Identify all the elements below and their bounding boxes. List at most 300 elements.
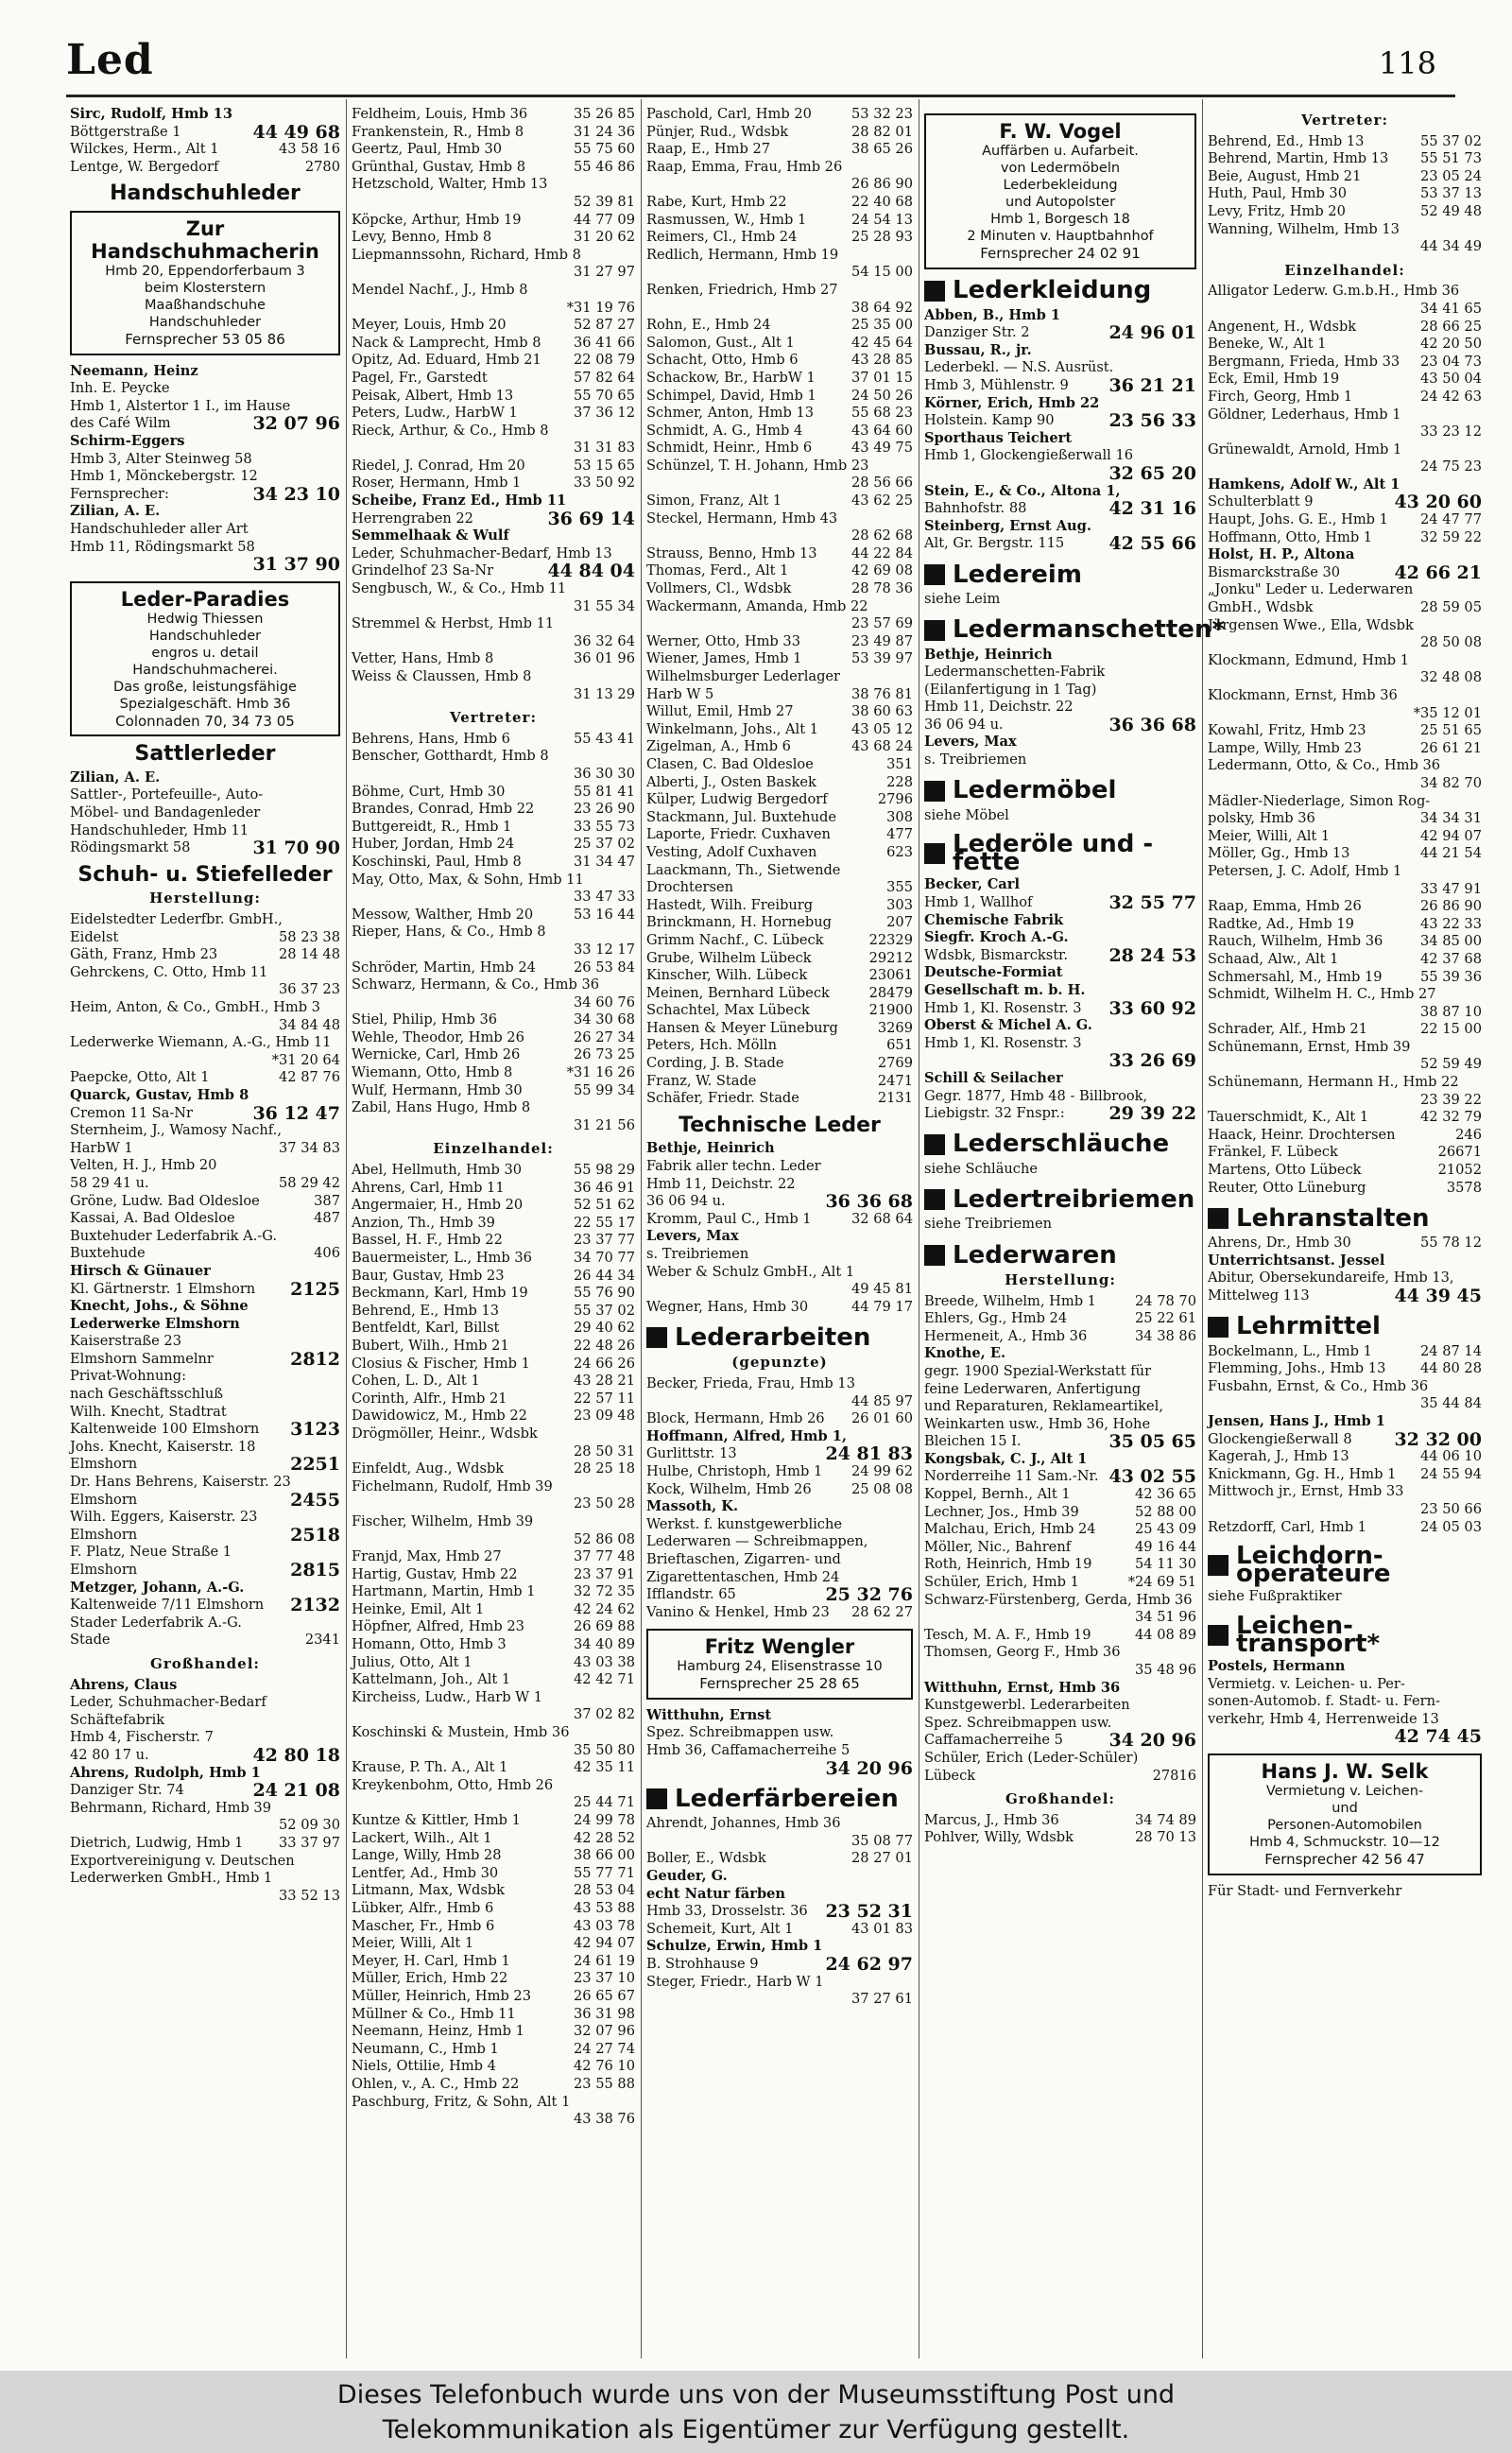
entry-phone: 31 34 47 — [574, 853, 635, 870]
entry-phone: 44 34 49 — [1420, 238, 1482, 255]
entry-name: Köpcke, Arthur, Hmb 19 — [352, 211, 522, 228]
entry-name: Hartmann, Martin, Hmb 1 — [352, 1583, 536, 1600]
entry-name: Fichelmann, Rudolf, Hmb 39 — [352, 1477, 553, 1494]
entry-phone: 42 42 71 — [574, 1671, 635, 1688]
entry-name: Block, Hermann, Hmb 26 — [646, 1410, 825, 1427]
column-4 — [924, 106, 1226, 2370]
entry-name: Wilckes, Herm., Alt 1 — [70, 141, 219, 158]
directory-entry — [70, 483, 340, 505]
directory-entry — [646, 809, 913, 827]
entry-name: Hartig, Gustav, Hmb 22 — [352, 1565, 518, 1582]
entry-name: Für Stadt- und Fernverkehr — [1208, 1882, 1402, 1899]
entry-phone: 55 68 23 — [851, 405, 913, 422]
directory-entry — [352, 1303, 635, 1321]
entry-name: Levy, Fritz, Hmb 20 — [1208, 202, 1346, 219]
entry-name: Riedel, J. Conrad, Hm 20 — [352, 457, 525, 474]
directory-entry — [1208, 1162, 1482, 1180]
directory-entry — [352, 2023, 635, 2041]
entry-phone: 25 22 61 — [1135, 1310, 1196, 1327]
entry-phone: 52 39 81 — [574, 193, 635, 210]
entry-phone: 34 30 68 — [574, 1011, 635, 1028]
entry-name: Meier, Willi, Alt 1 — [352, 1935, 474, 1952]
entry-name: Sengbusch, W., & Co., Hmb 11 — [352, 580, 567, 597]
directory-entry — [646, 1833, 913, 1851]
entry-name: Benscher, Gotthardt, Hmb 8 — [352, 748, 549, 765]
section-heading-text: Leichen-transport* — [1236, 1611, 1381, 1658]
entry-phone: 44 79 17 — [851, 1298, 913, 1315]
directory-entry — [924, 912, 1196, 930]
directory-entry — [924, 1433, 1196, 1451]
entry-name: Scheibe, Franz Ed., Hmb 11 — [352, 492, 567, 510]
entry-phone: *24 69 51 — [1127, 1574, 1196, 1591]
entry-name: Drögmöller, Heinr., Wdsbk — [352, 1425, 538, 1442]
entry-name: Mittelweg 113 — [1208, 1287, 1310, 1304]
entry-phone: 49 16 44 — [1135, 1538, 1196, 1555]
entry-phone: 34 74 89 — [1135, 1811, 1196, 1828]
entry-name: Brinckmann, H. Hornebug — [646, 914, 833, 931]
entry-name: F. Platz, Neue Straße 1 — [70, 1544, 232, 1561]
entry-phone: 43 01 83 — [851, 1920, 913, 1937]
directory-entry — [352, 1320, 635, 1338]
ad-title: Handschuhmacherin — [91, 239, 319, 263]
entry-phone: 53 15 65 — [574, 457, 635, 474]
directory-entry — [352, 872, 635, 890]
entry-phone: 25 43 09 — [1135, 1521, 1196, 1538]
directory-entry — [646, 1551, 913, 1569]
entry-name: Meyer, Louis, Hmb 20 — [352, 317, 507, 334]
entry-phone: 303 — [886, 896, 913, 913]
directory-entry — [924, 944, 1196, 966]
entry-name: Ehlers, Gg., Hmb 24 — [924, 1310, 1068, 1327]
entry-phone: 3123 — [290, 1419, 340, 1441]
entry-name: Bleichen 15 I. — [924, 1433, 1022, 1450]
directory-entry — [646, 1586, 913, 1604]
entry-phone: 24 21 08 — [252, 1780, 340, 1802]
directory-entry — [352, 1918, 635, 1936]
entry-phone: 55 99 34 — [574, 1081, 635, 1098]
entry-phone: 34 70 77 — [574, 1250, 635, 1266]
directory-entry — [352, 1988, 635, 2006]
entry-name: Cremon 11 Sa-Nr — [70, 1104, 194, 1121]
entry-phone: 3578 — [1446, 1179, 1482, 1196]
directory-entry — [646, 1533, 913, 1551]
directory-entry — [352, 1830, 635, 1848]
directory-entry — [352, 492, 635, 510]
entry-phone: 22 48 26 — [574, 1337, 635, 1354]
entry-name: Raap, E., Hmb 27 — [646, 141, 771, 158]
directory-entry — [1208, 1056, 1482, 1074]
entry-name: Harb W 5 — [646, 685, 714, 702]
entry-phone: 31 55 34 — [574, 597, 635, 614]
directory-entry — [924, 1052, 1196, 1070]
entry-name: Schwarz, Hermann, & Co., Hmb 36 — [352, 976, 600, 993]
entry-name: Thomsen, Georg F., Hmb 36 — [924, 1644, 1121, 1661]
entry-phone: 44 49 68 — [252, 121, 340, 143]
entry-name: Salomon, Gust., Alt 1 — [646, 334, 795, 351]
directory-entry — [70, 786, 340, 804]
section-heading-text: Lehranstalten — [1236, 1203, 1430, 1233]
directory-entry — [1208, 458, 1482, 476]
entry-name: Gegr. 1877, Hmb 48 - Billbrook, — [924, 1087, 1148, 1104]
entry-name: Stackmann, Jul. Buxtehude — [646, 808, 837, 825]
entry-phone: 23 50 28 — [574, 1495, 635, 1512]
entry-name: Stein, E., & Co., Altona 1, — [924, 482, 1121, 499]
entry-phone: 44 39 45 — [1394, 1286, 1482, 1306]
entry-phone: 22 57 11 — [574, 1390, 635, 1407]
directory-entry — [70, 1087, 340, 1105]
entry-name: Abitur, Obersekundareife, Hmb 13, — [1208, 1270, 1454, 1287]
directory-entry — [646, 1393, 913, 1411]
entry-phone: 38 76 81 — [851, 685, 913, 702]
entry-name: Gehrckens, C. Otto, Hmb 11 — [70, 963, 268, 980]
entry-name: Renken, Friedrich, Hmb 27 — [646, 281, 838, 298]
directory-entry — [352, 1117, 635, 1135]
directory-entry — [1208, 634, 1482, 652]
entry-name: Wilhelmsburger Lederlager — [646, 668, 841, 684]
entry-phone: 34 51 96 — [1135, 1609, 1196, 1626]
directory-entry — [1208, 371, 1482, 389]
entry-phone: 2251 — [290, 1454, 340, 1476]
section-heading-text: Lederschläuche — [953, 1130, 1170, 1159]
entry-name: Angermaier, H., Hmb 20 — [352, 1197, 524, 1214]
section-heading-text: Ledertreibriemen — [953, 1185, 1195, 1215]
entry-name: Danziger Str. 74 — [70, 1782, 184, 1799]
entry-name: Raap, Emma, Hmb 26 — [1208, 898, 1362, 915]
entry-phone: 55 78 12 — [1420, 1235, 1482, 1252]
directory-entry — [352, 1618, 635, 1636]
directory-entry — [352, 1064, 635, 1082]
entry-name: Johs. Knecht, Kaiserstr. 18 — [70, 1438, 256, 1455]
entry-phone: 52 88 00 — [1135, 1503, 1196, 1520]
directory-entry — [646, 1073, 913, 1091]
entry-phone: 36 32 64 — [574, 632, 635, 649]
section-bullet-icon — [924, 564, 945, 585]
entry-phone: 26 73 25 — [574, 1046, 635, 1063]
entry-name: Hermeneit, A., Hmb 36 — [924, 1327, 1088, 1344]
entry-name: gegr. 1900 Spezial-Werkstatt für — [924, 1362, 1152, 1379]
entry-phone: 55 46 86 — [574, 158, 635, 175]
directory-entry — [646, 862, 913, 880]
directory-entry — [1208, 969, 1482, 987]
directory-entry — [646, 1246, 913, 1264]
entry-name: Witthuhn, Ernst, Hmb 36 — [924, 1679, 1121, 1696]
directory-entry — [924, 324, 1196, 342]
directory-entry — [1208, 1092, 1482, 1110]
entry-phone: 2125 — [290, 1278, 340, 1300]
directory-entry — [352, 1865, 635, 1883]
entry-phone: 37 01 15 — [851, 369, 913, 386]
directory-entry — [646, 510, 913, 528]
directory-entry — [1208, 185, 1482, 203]
entry-phone: 28 56 66 — [851, 475, 913, 492]
directory-entry — [70, 1069, 340, 1087]
directory-entry — [352, 686, 635, 704]
directory-entry — [646, 826, 913, 844]
directory-entry — [352, 1082, 635, 1100]
directory-entry — [352, 247, 635, 265]
entry-name: Hmb 33, Drosselstr. 36 — [646, 1903, 808, 1920]
directory-entry — [352, 1029, 635, 1047]
entry-phone: 44 80 28 — [1420, 1360, 1482, 1377]
directory-entry — [352, 423, 635, 441]
directory-entry — [352, 1654, 635, 1672]
directory-entry — [924, 1293, 1196, 1311]
entry-name: Julius, Otto, Alt 1 — [352, 1653, 472, 1670]
entry-name: Hirsch & Günauer — [70, 1262, 211, 1279]
directory-entry — [1208, 238, 1482, 256]
entry-phone: 33 12 17 — [574, 941, 635, 958]
directory-entry — [646, 1410, 913, 1428]
entry-name: Beneke, W., Alt 1 — [1208, 336, 1327, 353]
directory-entry — [646, 703, 913, 721]
directory-entry — [352, 141, 635, 159]
entry-phone: 36 37 23 — [279, 981, 340, 998]
entry-name: Böhme, Curt, Hmb 30 — [352, 783, 506, 800]
directory-entry — [924, 964, 1196, 982]
ad-line: Lederbekleidung — [1003, 178, 1118, 193]
entry-name: sonen-Automob. f. Stadt- u. Fern- — [1208, 1693, 1440, 1710]
entry-phone: 52 51 62 — [574, 1197, 635, 1214]
subsection-heading: Großhandel: — [1005, 1790, 1115, 1808]
entry-phone: 42 37 68 — [1420, 950, 1482, 967]
entry-phone: 44 21 54 — [1420, 845, 1482, 862]
entry-phone: 37 02 82 — [574, 1706, 635, 1723]
directory-entry — [1208, 722, 1482, 740]
directory-entry — [646, 388, 913, 406]
entry-phone: 35 50 80 — [574, 1741, 635, 1758]
entry-phone: 23 50 66 — [1420, 1500, 1482, 1517]
entry-name: Hastedt, Wilh. Freiburg — [646, 896, 814, 913]
entry-name: Peters, Ludw., HarbW 1 — [352, 405, 518, 422]
directory-entry — [1208, 1658, 1482, 1676]
entry-name: Müller, Erich, Hmb 22 — [352, 1970, 508, 1987]
entry-phone: 28 50 08 — [1420, 634, 1482, 651]
entry-name: Cohen, L. D., Alt 1 — [352, 1373, 480, 1390]
entry-name: Tesch, M. A. F., Hmb 19 — [924, 1626, 1091, 1643]
entry-phone: 42 24 62 — [574, 1600, 635, 1617]
directory-entry — [924, 374, 1196, 396]
ad-line: beim Klosterstern — [144, 280, 266, 296]
entry-name: Geertz, Paul, Hmb 30 — [352, 141, 503, 158]
entry-phone: 42 36 65 — [1135, 1486, 1196, 1503]
entry-phone: 23 37 91 — [574, 1565, 635, 1582]
entry-phone: 28 50 31 — [574, 1442, 635, 1460]
entry-name: Glockengießerwall 8 — [1208, 1430, 1352, 1447]
directory-entry — [1208, 933, 1482, 951]
directory-entry — [646, 527, 913, 545]
directory-entry — [646, 1264, 913, 1282]
entry-phone: 28 82 01 — [851, 123, 913, 140]
entry-name: Schünzel, T. H. Johann, Hmb 23 — [646, 457, 869, 474]
column-divider — [641, 99, 642, 2358]
entry-name: Handschuhleder, Hmb 11 — [70, 821, 249, 838]
directory-entry — [924, 1381, 1196, 1399]
entry-name: Paepcke, Otto, Alt 1 — [70, 1069, 210, 1086]
directory-entry — [646, 668, 913, 686]
entry-name: Spez. Schreibmappen usw. — [646, 1724, 834, 1741]
entry-phone: 24 55 94 — [1420, 1465, 1482, 1482]
directory-entry — [1208, 1395, 1482, 1413]
entry-phone: 23 05 24 — [1420, 167, 1482, 184]
entry-name: Werner, Otto, Hmb 33 — [646, 632, 800, 649]
directory-entry — [924, 1328, 1196, 1346]
entry-phone: 24 99 62 — [851, 1462, 913, 1479]
entry-name: Müller, Heinrich, Hmb 23 — [352, 1987, 532, 2004]
entry-phone: 22329 — [868, 931, 913, 948]
directory-entry — [1208, 1728, 1482, 1746]
directory-entry — [646, 1037, 913, 1055]
section-heading: Handschuhleder — [110, 181, 301, 206]
entry-name: Geuder, G. — [646, 1868, 728, 1885]
entry-name: Stade — [70, 1632, 111, 1649]
directory-entry — [646, 1193, 913, 1211]
entry-name: Haack, Heinr. Drochtersen — [1208, 1126, 1396, 1143]
footer-line-1: Dieses Telefonbuch wurde uns von der Museumsstiftung Post und — [336, 2380, 1176, 2410]
entry-name: Ahrens, Claus — [70, 1676, 178, 1693]
entry-name: Bismarckstraße 30 — [1208, 563, 1341, 580]
directory-entry — [646, 1903, 913, 1921]
entry-name: Schmidt, A. G., Hmb 4 — [646, 422, 803, 439]
directory-entry — [646, 633, 913, 651]
directory-entry — [352, 1900, 635, 1918]
entry-phone: 31 24 36 — [574, 123, 635, 140]
entry-name: Elmshorn — [70, 1562, 138, 1578]
directory-entry — [352, 1882, 635, 1900]
directory-entry — [352, 405, 635, 423]
entry-phone: 43 49 75 — [851, 440, 913, 457]
entry-name: Mendel Nachf., J., Hmb 8 — [352, 281, 528, 298]
entry-name: Weinkarten usw., Hmb 36, Hohe — [924, 1415, 1151, 1432]
directory-entry — [1208, 1004, 1482, 1022]
entry-name: Hansen & Meyer Lüneburg — [646, 1019, 838, 1036]
directory-entry — [924, 1345, 1196, 1363]
entry-name: Dietrich, Ludwig, Hmb 1 — [70, 1834, 244, 1851]
directory-entry — [1208, 389, 1482, 406]
directory-entry — [70, 929, 340, 947]
entry-phone: 28 24 53 — [1108, 944, 1196, 966]
entry-phone: 26 44 34 — [574, 1267, 635, 1284]
entry-phone: 44 22 84 — [851, 544, 913, 561]
entry-phone: 36 30 30 — [574, 765, 635, 782]
section-bullet-icon — [1208, 1208, 1228, 1229]
section-heading-text: Ledermöbel — [953, 776, 1117, 805]
directory-entry — [646, 686, 913, 704]
entry-name: Gäth, Franz, Hmb 23 — [70, 946, 218, 963]
directory-entry — [352, 580, 635, 598]
directory-entry — [1208, 793, 1482, 811]
entry-name: Fernsprecher: — [70, 485, 169, 502]
directory-entry — [352, 1460, 635, 1478]
entry-name: Buttgereidt, R., Hmb 1 — [352, 818, 512, 835]
entry-phone: 28 70 13 — [1135, 1829, 1196, 1846]
entry-phone: 24 54 13 — [851, 211, 913, 228]
entry-name: Wegner, Hans, Hmb 30 — [646, 1298, 809, 1315]
directory-entry — [352, 836, 635, 854]
directory-entry — [924, 807, 1196, 825]
directory-entry — [352, 2058, 635, 2076]
directory-entry — [646, 721, 913, 739]
ad-title: Hans J. W. Selk — [1261, 1760, 1429, 1784]
entry-phone: 43 50 04 — [1420, 371, 1482, 388]
directory-entry — [1208, 740, 1482, 758]
entry-name: Hmb 1, Kl. Rosenstr. 3 — [924, 999, 1082, 1016]
entry-name: Neemann, Heinz — [70, 362, 198, 379]
directory-entry — [646, 615, 913, 633]
header-keyword: Led — [66, 36, 154, 84]
entry-name: Closius & Fischer, Hmb 1 — [352, 1355, 530, 1372]
ad-line: Vermietung v. Leichen- — [1265, 1784, 1424, 1800]
entry-name: Eidelstedter Lederfbr. GmbH., — [70, 911, 283, 928]
entry-name: Dawidowicz, M., Hmb 22 — [352, 1408, 527, 1425]
entry-name: Hmb 36, Caffamacherreihe 5 — [646, 1742, 850, 1759]
directory-entry — [1208, 1466, 1482, 1484]
directory-entry — [352, 1162, 635, 1180]
ad-line: Maaßhandschuhe — [145, 297, 266, 313]
entry-name: Kock, Wilhelm, Hmb 26 — [646, 1480, 812, 1497]
directory-entry — [1208, 1127, 1482, 1145]
directory-entry — [352, 1777, 635, 1795]
entry-name: Laporte, Friedr. Cuxhaven — [646, 826, 831, 843]
entry-name: Sternheim, J., Wamosy Nachf., — [70, 1122, 282, 1139]
directory-entry — [352, 475, 635, 492]
entry-name: Reuter, Otto Lüneburg — [1208, 1179, 1366, 1196]
entry-name: Schill & Seilacher — [924, 1069, 1063, 1086]
entry-name: Steger, Friedr., Harb W 1 — [646, 1973, 824, 1990]
entry-name: Bentfeldt, Karl, Billst — [352, 1320, 500, 1337]
directory-entry — [646, 580, 913, 598]
directory-entry — [70, 451, 340, 469]
entry-name: Bahnhofstr. 88 — [924, 500, 1027, 517]
entry-name: Hmb 3, Alter Steinweg 58 — [70, 450, 252, 467]
entry-phone: 42 45 64 — [851, 334, 913, 351]
ad-line: Spezialgeschäft. Hmb 36 — [119, 696, 291, 712]
entry-name: Möller, Nic., Bahrenf — [924, 1538, 1072, 1555]
directory-entry — [646, 1211, 913, 1229]
entry-name: Buxtehude — [70, 1245, 146, 1262]
ad-phone: Fernsprecher 42 56 47 — [1264, 1851, 1425, 1869]
entry-phone: 27816 — [1152, 1767, 1196, 1784]
section-heading-text: Ledermanschetten* — [953, 615, 1226, 645]
entry-name: Wehle, Theodor, Hmb 26 — [352, 1028, 524, 1045]
footer-line-2: Telekommunikation als Eigentümer zur Verfügung gestellt. — [382, 2415, 1130, 2444]
directory-entry — [1208, 1039, 1482, 1057]
directory-entry — [352, 1215, 635, 1233]
entry-phone: 2132 — [290, 1595, 340, 1616]
entry-phone: 29212 — [868, 949, 913, 966]
entry-phone: 651 — [886, 1037, 913, 1054]
entry-name: Corinth, Alfr., Hmb 21 — [352, 1390, 507, 1407]
directory-entry — [70, 1456, 340, 1474]
directory-entry — [1208, 1287, 1482, 1305]
entry-name: Franjd, Max, Hmb 27 — [352, 1548, 502, 1565]
ad-line: Das große, leistungsfähige — [113, 679, 297, 695]
directory-entry — [1208, 1588, 1482, 1606]
directory-entry — [352, 1408, 635, 1425]
section-bullet-icon — [1208, 1555, 1228, 1576]
section-heading — [924, 1185, 1196, 1215]
entry-name: Inh. E. Peycke — [70, 380, 170, 397]
entry-name: Herrengraben 22 — [352, 510, 473, 527]
entry-name: Holst, H. P., Altona — [1208, 546, 1355, 563]
entry-phone: 43 05 12 — [851, 720, 913, 737]
entry-phone: 36 01 96 — [574, 650, 635, 667]
directory-entry — [1208, 1378, 1482, 1396]
entry-name: Wilh. Knecht, Stadtrat — [70, 1403, 227, 1420]
directory-entry — [352, 1478, 635, 1496]
entry-phone: 2518 — [290, 1524, 340, 1546]
entry-phone: 36 21 21 — [1108, 374, 1196, 396]
directory-entry — [352, 2111, 635, 2129]
